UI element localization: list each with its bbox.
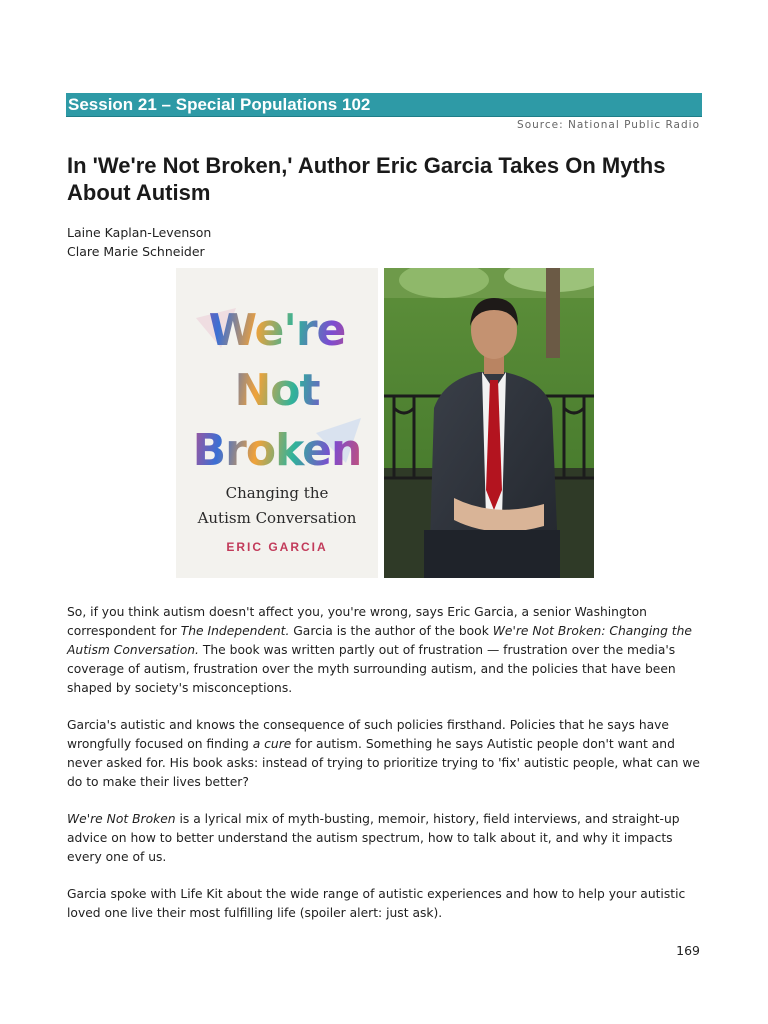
text-run: The book was written partly out of frustration — frustration over the media's coverage of autism, frustration over the myth surrounding autism, and the policies that have been shaped by society's misconceptions.: [67, 643, 676, 695]
session-header-bar: [66, 93, 702, 117]
author-photo-illustration: [384, 268, 594, 578]
body-paragraph: [67, 810, 707, 867]
cover-subtitle-line: Autism Conversation: [197, 509, 357, 527]
publication-name: The Independent.: [180, 624, 290, 638]
emphasis-text: a cure: [252, 737, 292, 751]
body-paragraph: [67, 716, 707, 792]
cover-author: ERIC GARCIA: [226, 540, 328, 554]
book-title: We're Not Broken: Changing the Autism Conversation.: [67, 624, 692, 657]
page-number: 169: [676, 943, 700, 958]
cover-title-line: Not: [176, 366, 378, 416]
body-paragraph: Garcia spoke with Life Kit about the wide range of autistic experiences and how to help your autistic loved one live their most fulfilling life (spoiler alert: just ask).: [67, 887, 686, 920]
session-title: Session 21 – Special Populations 102: [68, 95, 371, 114]
author-name: Clare Marie Schneider: [67, 244, 205, 259]
cover-subtitle-line: Changing the: [225, 484, 329, 502]
text-run: So, if you think autism doesn't affect you, you're wrong, says Eric Garcia, a senior Washington correspondent for: [67, 605, 647, 638]
text-run: Garcia is the author of the book: [289, 624, 493, 638]
text-run: Garcia's autistic and knows the consequence of such policies firsthand. Policies that he says have wrongfully focused on finding: [67, 718, 669, 751]
book-cover-image: [176, 268, 378, 578]
cover-title-line: We're: [176, 306, 378, 356]
body-paragraph: [67, 603, 707, 698]
author-photo: [384, 268, 594, 578]
cover-title-line: Broken: [176, 426, 378, 476]
author-name: Laine Kaplan-Levenson: [67, 225, 212, 240]
source-attribution: Source: National Public Radio: [517, 119, 700, 131]
text-run: for autism. Something he says Autistic people don't want and never asked for. His book asks: instead of trying to prioritize trying to 'fix' autistic people, what can we do to make their lives better?: [67, 737, 700, 789]
book-title: We're Not Broken: [67, 812, 176, 826]
text-run: is a lyrical mix of myth-busting, memoir, history, field interviews, and straight-up advice on how to better understand the autism spectrum, how to talk about it, and why it impacts every one of us.: [67, 812, 680, 864]
article-title: In 'We're Not Broken,' Author Eric Garcia Takes On Myths About Autism: [67, 153, 666, 205]
